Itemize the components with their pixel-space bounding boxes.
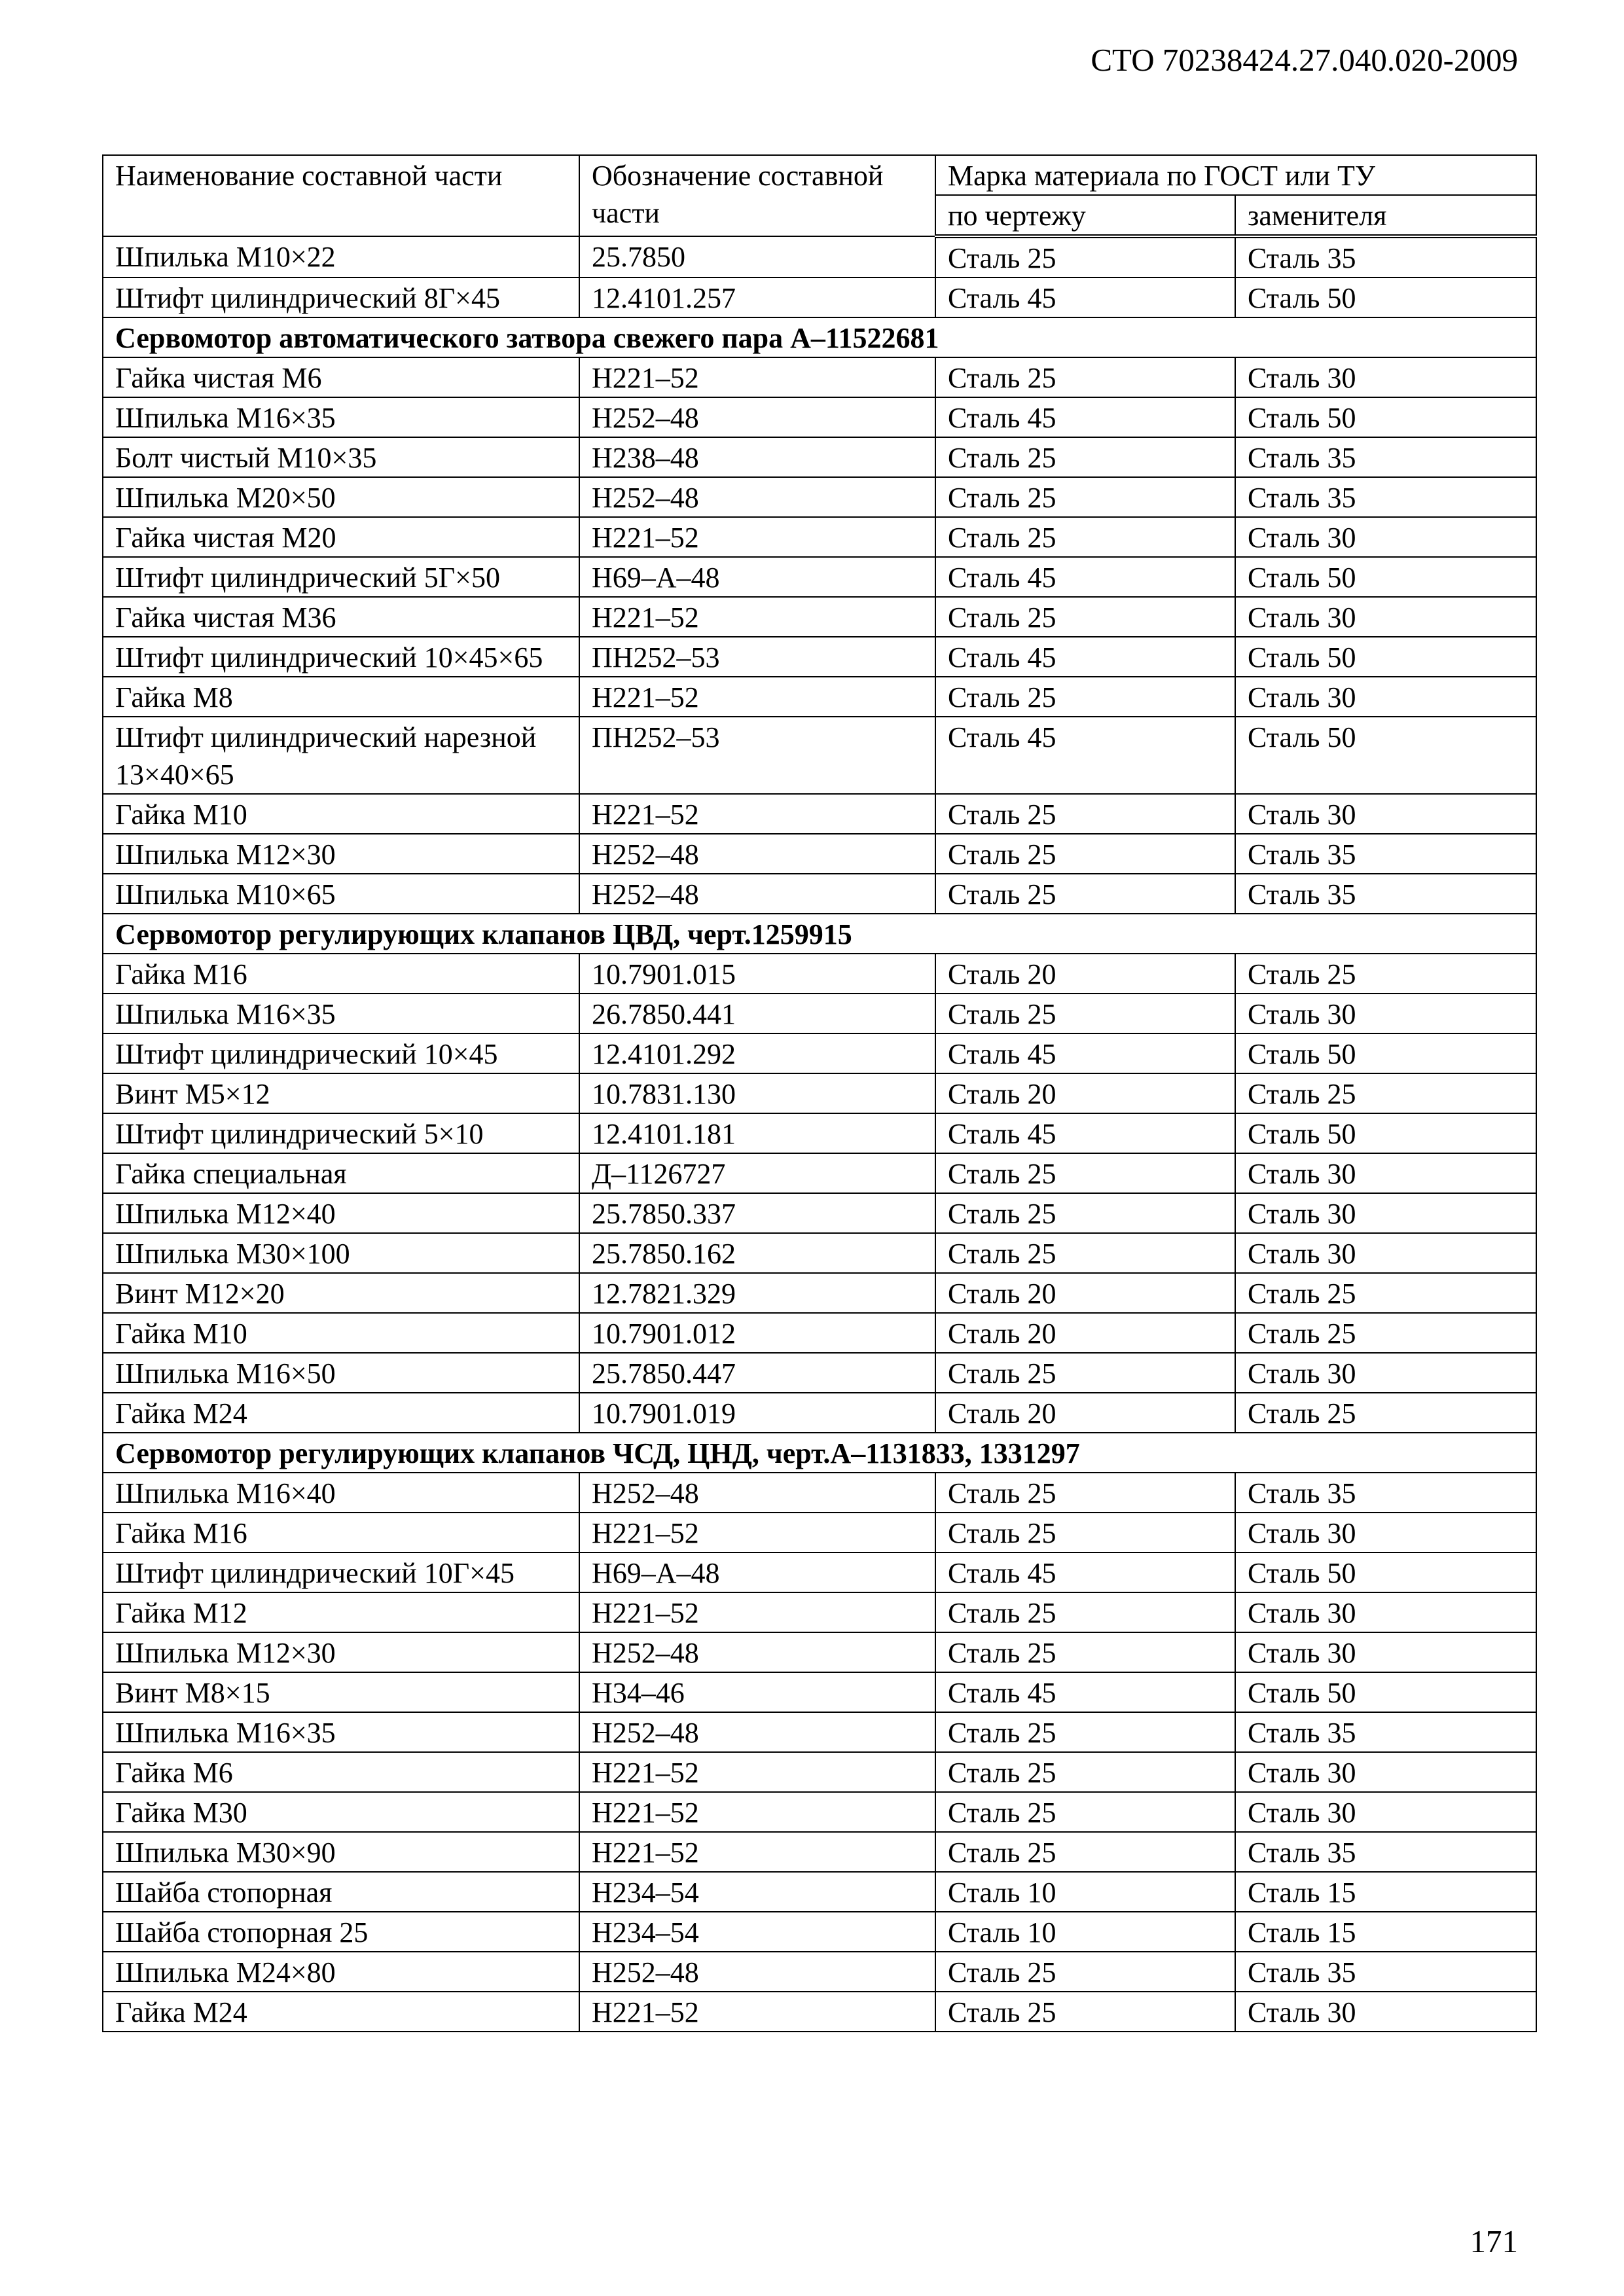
cell-designation: 25.7850.447 bbox=[579, 1353, 935, 1393]
cell-name: Болт чистый М10×35 bbox=[103, 437, 579, 477]
cell-material-substitute: Сталь 30 bbox=[1235, 1632, 1536, 1672]
cell-material-drawing: Сталь 45 bbox=[935, 1552, 1235, 1592]
cell-designation: 26.7850.441 bbox=[579, 994, 935, 1033]
cell-material-drawing: Сталь 25 bbox=[935, 1592, 1235, 1632]
cell-designation: Н221–52 bbox=[579, 597, 935, 637]
cell-name: Шпилька М10×22 bbox=[103, 236, 579, 278]
cell-name: Гайка М24 bbox=[103, 1393, 579, 1433]
cell-designation: Д–1126727 bbox=[579, 1153, 935, 1193]
table-row bbox=[103, 717, 1536, 794]
cell-material-drawing: Сталь 25 bbox=[935, 1752, 1235, 1792]
header-designation: Обозначение составной части bbox=[579, 155, 935, 236]
table-row bbox=[103, 1313, 1536, 1353]
cell-material-substitute: Сталь 30 bbox=[1235, 1233, 1536, 1273]
cell-designation: Н238–48 bbox=[579, 437, 935, 477]
cell-name: Гайка М24 bbox=[103, 1992, 579, 2032]
cell-material-substitute: Сталь 50 bbox=[1235, 1033, 1536, 1073]
cell-material-drawing: Сталь 25 bbox=[935, 1353, 1235, 1393]
cell-material-drawing: Сталь 25 bbox=[935, 677, 1235, 717]
cell-material-substitute: Сталь 35 bbox=[1235, 477, 1536, 517]
cell-material-substitute: Сталь 35 bbox=[1235, 1832, 1536, 1872]
cell-material-substitute: Сталь 30 bbox=[1235, 1592, 1536, 1632]
cell-name: Штифт цилиндрический 10Г×45 bbox=[103, 1552, 579, 1592]
cell-designation: Н252–48 bbox=[579, 1952, 935, 1992]
cell-material-drawing: Сталь 25 bbox=[935, 1193, 1235, 1233]
section-row bbox=[103, 914, 1536, 954]
cell-material-drawing: Сталь 25 bbox=[935, 236, 1235, 278]
cell-name: Шпилька М24×80 bbox=[103, 1952, 579, 1992]
header-drawing: по чертежу bbox=[935, 195, 1235, 236]
cell-material-drawing: Сталь 10 bbox=[935, 1872, 1235, 1912]
cell-material-drawing: Сталь 25 bbox=[935, 994, 1235, 1033]
table-row bbox=[103, 1832, 1536, 1872]
cell-material-substitute: Сталь 50 bbox=[1235, 557, 1536, 597]
cell-material-drawing: Сталь 25 bbox=[935, 1992, 1235, 2032]
cell-designation: Н221–52 bbox=[579, 1832, 935, 1872]
cell-material-drawing: Сталь 20 bbox=[935, 1073, 1235, 1113]
cell-name: Гайка чистая М20 bbox=[103, 517, 579, 557]
cell-designation: 25.7850.162 bbox=[579, 1233, 935, 1273]
cell-material-substitute: Сталь 30 bbox=[1235, 1513, 1536, 1552]
table-row bbox=[103, 437, 1536, 477]
cell-designation: Н221–52 bbox=[579, 517, 935, 557]
page-number: 171 bbox=[1470, 2223, 1518, 2259]
cell-designation: Н252–48 bbox=[579, 477, 935, 517]
cell-name: Шайба стопорная 25 bbox=[103, 1912, 579, 1952]
table-row bbox=[103, 794, 1536, 834]
cell-material-substitute: Сталь 30 bbox=[1235, 357, 1536, 397]
cell-name: Гайка М10 bbox=[103, 1313, 579, 1353]
cell-material-drawing: Сталь 25 bbox=[935, 1473, 1235, 1513]
table-header-row bbox=[103, 155, 1536, 195]
cell-name: Гайка чистая М36 bbox=[103, 597, 579, 637]
cell-material-drawing: Сталь 25 bbox=[935, 477, 1235, 517]
cell-designation: Н34–46 bbox=[579, 1672, 935, 1712]
cell-material-drawing: Сталь 25 bbox=[935, 1832, 1235, 1872]
cell-material-drawing: Сталь 45 bbox=[935, 278, 1235, 317]
cell-material-drawing: Сталь 25 bbox=[935, 1632, 1235, 1672]
table-row bbox=[103, 1912, 1536, 1952]
table-body bbox=[103, 236, 1536, 2032]
cell-name: Штифт цилиндрический нарезной 13×40×65 bbox=[103, 717, 579, 794]
cell-name: Шпилька М12×30 bbox=[103, 1632, 579, 1672]
cell-name: Шайба стопорная bbox=[103, 1872, 579, 1912]
table-row bbox=[103, 1672, 1536, 1712]
cell-designation: ПН252–53 bbox=[579, 717, 935, 794]
cell-designation: 10.7901.019 bbox=[579, 1393, 935, 1433]
cell-material-substitute: Сталь 30 bbox=[1235, 1193, 1536, 1233]
cell-name: Шпилька М16×40 bbox=[103, 1473, 579, 1513]
cell-material-substitute: Сталь 35 bbox=[1235, 437, 1536, 477]
cell-designation: Н234–54 bbox=[579, 1912, 935, 1952]
cell-material-substitute: Сталь 15 bbox=[1235, 1912, 1536, 1952]
table-row bbox=[103, 1033, 1536, 1073]
cell-designation: 12.7821.329 bbox=[579, 1273, 935, 1313]
cell-designation: Н252–48 bbox=[579, 1632, 935, 1672]
cell-name: Шпилька М16×35 bbox=[103, 397, 579, 437]
cell-material-drawing: Сталь 45 bbox=[935, 1033, 1235, 1073]
section-title: Сервомотор автоматического затвора свежего пара А–11522681 bbox=[103, 317, 1536, 357]
cell-material-substitute: Сталь 30 bbox=[1235, 794, 1536, 834]
table-row bbox=[103, 1353, 1536, 1393]
table-row bbox=[103, 1513, 1536, 1552]
table-row bbox=[103, 834, 1536, 874]
table-row bbox=[103, 1952, 1536, 1992]
cell-material-drawing: Сталь 25 bbox=[935, 794, 1235, 834]
cell-material-substitute: Сталь 35 bbox=[1235, 1712, 1536, 1752]
section-title: Сервомотор регулирующих клапанов ЦВД, черт.1259915 bbox=[103, 914, 1536, 954]
cell-material-drawing: Сталь 20 bbox=[935, 1313, 1235, 1353]
table-row bbox=[103, 1233, 1536, 1273]
cell-material-drawing: Сталь 45 bbox=[935, 557, 1235, 597]
table-row bbox=[103, 954, 1536, 994]
cell-designation: 25.7850 bbox=[579, 236, 935, 278]
cell-material-drawing: Сталь 20 bbox=[935, 954, 1235, 994]
header-substitute: заменителя bbox=[1235, 195, 1536, 236]
cell-designation: 12.4101.257 bbox=[579, 278, 935, 317]
section-title: Сервомотор регулирующих клапанов ЧСД, ЦНД, черт.А–1131833, 1331297 bbox=[103, 1433, 1536, 1473]
table-row bbox=[103, 874, 1536, 914]
cell-material-drawing: Сталь 25 bbox=[935, 874, 1235, 914]
cell-name: Винт М8×15 bbox=[103, 1672, 579, 1712]
table-row bbox=[103, 357, 1536, 397]
cell-name: Гайка М8 bbox=[103, 677, 579, 717]
cell-name: Шпилька М16×50 bbox=[103, 1353, 579, 1393]
table-row bbox=[103, 1393, 1536, 1433]
cell-name: Гайка М16 bbox=[103, 1513, 579, 1552]
cell-name: Шпилька М30×100 bbox=[103, 1233, 579, 1273]
cell-material-drawing: Сталь 45 bbox=[935, 397, 1235, 437]
table-row bbox=[103, 1552, 1536, 1592]
table-row bbox=[103, 278, 1536, 317]
cell-material-drawing: Сталь 25 bbox=[935, 1952, 1235, 1992]
table-row bbox=[103, 1473, 1536, 1513]
cell-material-substitute: Сталь 35 bbox=[1235, 236, 1536, 278]
cell-designation: 10.7901.012 bbox=[579, 1313, 935, 1353]
cell-name: Штифт цилиндрический 5Г×50 bbox=[103, 557, 579, 597]
cell-designation: Н252–48 bbox=[579, 1473, 935, 1513]
cell-material-drawing: Сталь 20 bbox=[935, 1393, 1235, 1433]
table-row bbox=[103, 677, 1536, 717]
cell-name: Шпилька М30×90 bbox=[103, 1832, 579, 1872]
cell-designation: Н252–48 bbox=[579, 874, 935, 914]
cell-name: Гайка специальная bbox=[103, 1153, 579, 1193]
table-row bbox=[103, 1113, 1536, 1153]
cell-material-substitute: Сталь 25 bbox=[1235, 954, 1536, 994]
cell-material-substitute: Сталь 35 bbox=[1235, 1473, 1536, 1513]
cell-designation: Н69–А–48 bbox=[579, 557, 935, 597]
header-name: Наименование составной части bbox=[103, 155, 579, 236]
cell-material-substitute: Сталь 30 bbox=[1235, 1792, 1536, 1832]
cell-designation: Н252–48 bbox=[579, 834, 935, 874]
cell-designation: Н252–48 bbox=[579, 397, 935, 437]
table-row bbox=[103, 477, 1536, 517]
cell-designation: Н221–52 bbox=[579, 1513, 935, 1552]
table-row bbox=[103, 1193, 1536, 1233]
cell-material-substitute: Сталь 30 bbox=[1235, 1353, 1536, 1393]
table-row bbox=[103, 637, 1536, 677]
cell-material-substitute: Сталь 30 bbox=[1235, 677, 1536, 717]
cell-designation: 25.7850.337 bbox=[579, 1193, 935, 1233]
cell-name: Гайка М30 bbox=[103, 1792, 579, 1832]
cell-material-substitute: Сталь 50 bbox=[1235, 717, 1536, 794]
cell-name: Винт М12×20 bbox=[103, 1273, 579, 1313]
table-row bbox=[103, 1872, 1536, 1912]
materials-table bbox=[102, 154, 1537, 2032]
cell-designation: 10.7831.130 bbox=[579, 1073, 935, 1113]
cell-material-drawing: Сталь 25 bbox=[935, 357, 1235, 397]
cell-material-drawing: Сталь 25 bbox=[935, 1233, 1235, 1273]
cell-material-substitute: Сталь 35 bbox=[1235, 834, 1536, 874]
table-row bbox=[103, 1792, 1536, 1832]
cell-name: Шпилька М10×65 bbox=[103, 874, 579, 914]
cell-designation: Н221–52 bbox=[579, 1792, 935, 1832]
cell-name: Шпилька М12×30 bbox=[103, 834, 579, 874]
table-row bbox=[103, 397, 1536, 437]
table-row bbox=[103, 1992, 1536, 2032]
cell-material-substitute: Сталь 25 bbox=[1235, 1393, 1536, 1433]
table-row bbox=[103, 1712, 1536, 1752]
cell-designation: Н221–52 bbox=[579, 357, 935, 397]
cell-material-drawing: Сталь 25 bbox=[935, 517, 1235, 557]
cell-material-drawing: Сталь 25 bbox=[935, 597, 1235, 637]
table-row bbox=[103, 1632, 1536, 1672]
cell-designation: 12.4101.181 bbox=[579, 1113, 935, 1153]
section-row bbox=[103, 1433, 1536, 1473]
table-row bbox=[103, 1273, 1536, 1313]
cell-name: Гайка М10 bbox=[103, 794, 579, 834]
cell-material-substitute: Сталь 30 bbox=[1235, 1752, 1536, 1792]
cell-name: Шпилька М16×35 bbox=[103, 994, 579, 1033]
cell-name: Гайка М12 bbox=[103, 1592, 579, 1632]
cell-material-substitute: Сталь 35 bbox=[1235, 874, 1536, 914]
cell-designation: Н221–52 bbox=[579, 794, 935, 834]
cell-designation: ПН252–53 bbox=[579, 637, 935, 677]
cell-material-drawing: Сталь 45 bbox=[935, 717, 1235, 794]
cell-material-substitute: Сталь 30 bbox=[1235, 994, 1536, 1033]
cell-designation: Н221–52 bbox=[579, 677, 935, 717]
cell-material-drawing: Сталь 25 bbox=[935, 1153, 1235, 1193]
document-code: СТО 70238424.27.040.020-2009 bbox=[1091, 42, 1518, 78]
cell-designation: 12.4101.292 bbox=[579, 1033, 935, 1073]
cell-material-drawing: Сталь 10 bbox=[935, 1912, 1235, 1952]
table-row bbox=[103, 597, 1536, 637]
cell-material-drawing: Сталь 25 bbox=[935, 1712, 1235, 1752]
cell-material-substitute: Сталь 25 bbox=[1235, 1073, 1536, 1113]
cell-name: Шпилька М20×50 bbox=[103, 477, 579, 517]
cell-material-drawing: Сталь 25 bbox=[935, 834, 1235, 874]
cell-material-drawing: Сталь 45 bbox=[935, 1672, 1235, 1712]
table-row bbox=[103, 1752, 1536, 1792]
cell-material-substitute: Сталь 50 bbox=[1235, 397, 1536, 437]
cell-material-substitute: Сталь 35 bbox=[1235, 1952, 1536, 1992]
cell-material-substitute: Сталь 30 bbox=[1235, 1153, 1536, 1193]
header-material: Марка материала по ГОСТ или ТУ bbox=[935, 155, 1536, 195]
cell-designation: Н221–52 bbox=[579, 1752, 935, 1792]
cell-material-substitute: Сталь 50 bbox=[1235, 1552, 1536, 1592]
cell-designation: 10.7901.015 bbox=[579, 954, 935, 994]
cell-material-substitute: Сталь 30 bbox=[1235, 597, 1536, 637]
cell-name: Штифт цилиндрический 10×45 bbox=[103, 1033, 579, 1073]
cell-designation: Н252–48 bbox=[579, 1712, 935, 1752]
cell-designation: Н221–52 bbox=[579, 1592, 935, 1632]
cell-designation: Н234–54 bbox=[579, 1872, 935, 1912]
cell-name: Гайка М6 bbox=[103, 1752, 579, 1792]
cell-material-substitute: Сталь 30 bbox=[1235, 517, 1536, 557]
cell-material-substitute: Сталь 15 bbox=[1235, 1872, 1536, 1912]
cell-name: Штифт цилиндрический 8Г×45 bbox=[103, 278, 579, 317]
table-row bbox=[103, 557, 1536, 597]
table-row bbox=[103, 1073, 1536, 1113]
cell-material-drawing: Сталь 25 bbox=[935, 437, 1235, 477]
cell-material-substitute: Сталь 50 bbox=[1235, 278, 1536, 317]
cell-material-substitute: Сталь 30 bbox=[1235, 1992, 1536, 2032]
cell-name: Гайка М16 bbox=[103, 954, 579, 994]
cell-name: Штифт цилиндрический 5×10 bbox=[103, 1113, 579, 1153]
cell-material-drawing: Сталь 20 bbox=[935, 1273, 1235, 1313]
cell-material-substitute: Сталь 50 bbox=[1235, 1672, 1536, 1712]
cell-designation: Н69–А–48 bbox=[579, 1552, 935, 1592]
table-row bbox=[103, 1592, 1536, 1632]
cell-material-substitute: Сталь 25 bbox=[1235, 1273, 1536, 1313]
table-row bbox=[103, 517, 1536, 557]
cell-material-drawing: Сталь 25 bbox=[935, 1792, 1235, 1832]
cell-designation: Н221–52 bbox=[579, 1992, 935, 2032]
cell-material-substitute: Сталь 50 bbox=[1235, 1113, 1536, 1153]
cell-material-substitute: Сталь 25 bbox=[1235, 1313, 1536, 1353]
cell-name: Шпилька М12×40 bbox=[103, 1193, 579, 1233]
cell-name: Шпилька М16×35 bbox=[103, 1712, 579, 1752]
cell-name: Винт М5×12 bbox=[103, 1073, 579, 1113]
cell-name: Гайка чистая М6 bbox=[103, 357, 579, 397]
cell-name: Штифт цилиндрический 10×45×65 bbox=[103, 637, 579, 677]
table-row bbox=[103, 1153, 1536, 1193]
cell-material-drawing: Сталь 25 bbox=[935, 1513, 1235, 1552]
table-row bbox=[103, 994, 1536, 1033]
cell-material-drawing: Сталь 45 bbox=[935, 1113, 1235, 1153]
cell-material-substitute: Сталь 50 bbox=[1235, 637, 1536, 677]
table-row bbox=[103, 236, 1536, 278]
cell-material-drawing: Сталь 45 bbox=[935, 637, 1235, 677]
section-row bbox=[103, 317, 1536, 357]
